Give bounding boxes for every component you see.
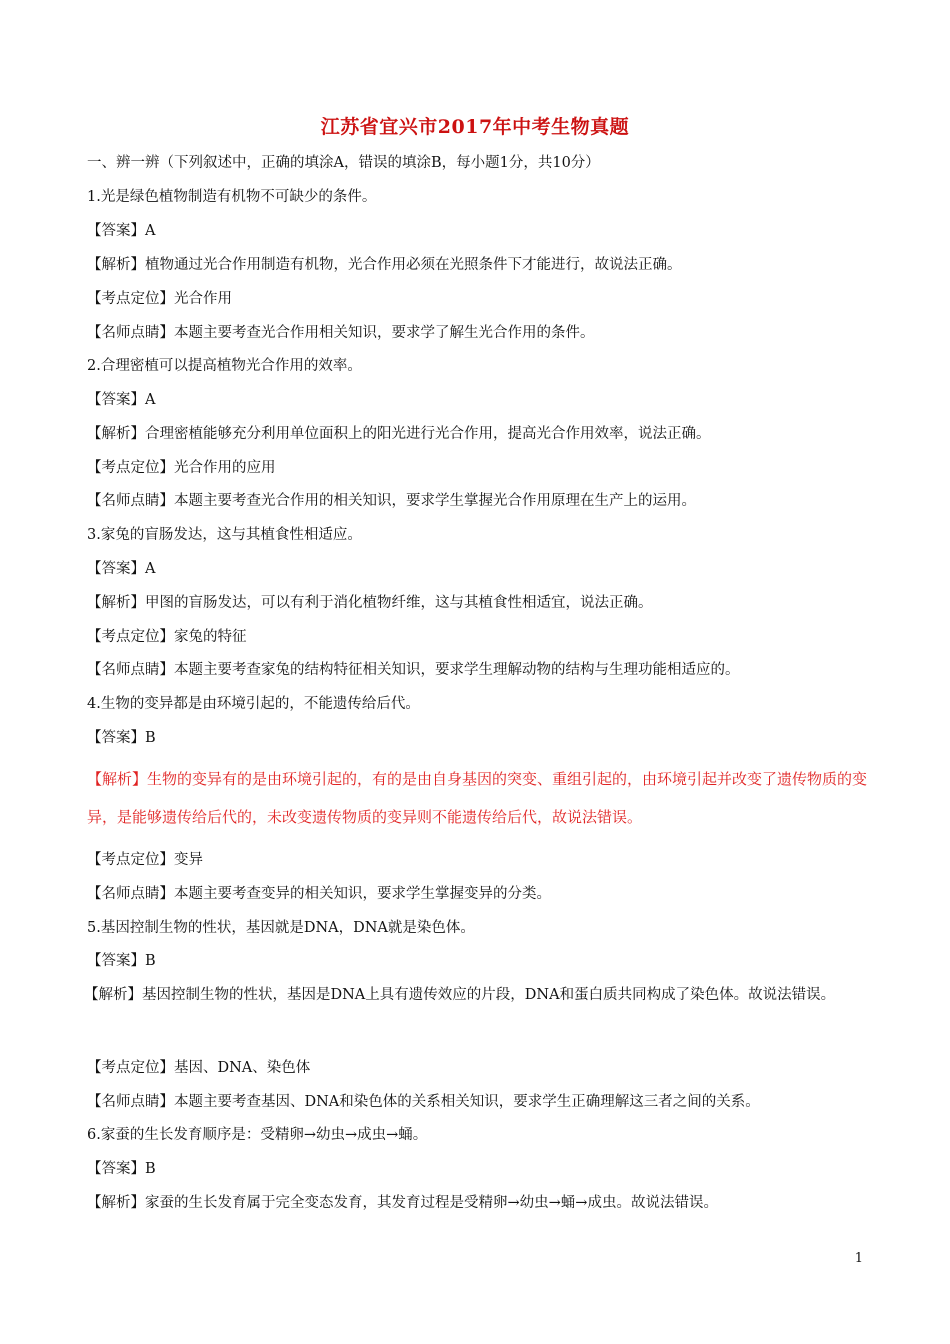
comment-3: 【名师点睛】本题主要考查家兔的结构特征相关知识，要求学生理解动物的结构与生理功能相适应的。 xyxy=(87,662,740,678)
point-5: 【考点定位】基因、DNA、染色体 xyxy=(87,1060,311,1076)
section-heading: 一、辨一辨（下列叙述中，正确的填涂A，错误的填涂B，每小题1分，共10分） xyxy=(87,155,600,171)
question-3: 3.家兔的盲肠发达，这与其植食性相适应。 xyxy=(87,527,362,543)
comment-5: 【名师点睛】本题主要考查基因、DNA和染色体的关系相关知识，要求学生正确理解这三者之间的关系。 xyxy=(87,1094,760,1110)
analysis-3: 【解析】甲图的盲肠发达，可以有利于消化植物纤维，这与其植食性相适宜，说法正确。 xyxy=(87,595,653,611)
answer-6: 【答案】B xyxy=(87,1161,156,1177)
question-5: 5.基因控制生物的性状，基因就是DNA，DNA就是染色体。 xyxy=(87,920,475,936)
analysis-4-highlighted: 【解析】生物的变异有的是由环境引起的，有的是由自身基因的突变、重组引起的，由环境引起并改变了遗传物质的变异，是能够遗传给后代的，未改变遗传物质的变异则不能遗传给后代，故说法错误。 xyxy=(87,770,868,826)
question-4: 4.生物的变异都是由环境引起的，不能遗传给后代。 xyxy=(87,696,420,712)
question-1: 1.光是绿色植物制造有机物不可缺少的条件。 xyxy=(87,189,377,205)
answer-5: 【答案】B xyxy=(87,953,156,969)
point-1: 【考点定位】光合作用 xyxy=(87,291,232,307)
document-title: 江苏省宜兴市2017年中考生物真题 xyxy=(320,116,630,138)
comment-1: 【名师点睛】本题主要考查光合作用相关知识，要求学了解生光合作用的条件。 xyxy=(87,325,595,341)
answer-3: 【答案】A xyxy=(87,561,156,577)
analysis-2: 【解析】合理密植能够充分利用单位面积上的阳光进行光合作用，提高光合作用效率，说法正确。 xyxy=(87,426,711,442)
answer-1: 【答案】A xyxy=(87,223,156,239)
answer-2: 【答案】A xyxy=(87,392,156,408)
point-4: 【考点定位】变异 xyxy=(87,852,203,868)
point-2: 【考点定位】光合作用的应用 xyxy=(87,460,276,476)
question-6: 6.家蚕的生长发育顺序是：受精卵→幼虫→成虫→蛹。 xyxy=(87,1127,428,1143)
analysis-6: 【解析】家蚕的生长发育属于完全变态发育，其发育过程是受精卵→幼虫→蛹→成虫。故说法错误。 xyxy=(87,1195,718,1211)
comment-4: 【名师点睛】本题主要考查变异的相关知识，要求学生掌握变异的分类。 xyxy=(87,886,551,902)
point-3: 【考点定位】家兔的特征 xyxy=(87,629,247,645)
answer-4: 【答案】B xyxy=(87,730,156,746)
analysis-1: 【解析】植物通过光合作用制造有机物，光合作用必须在光照条件下才能进行，故说法正确。 xyxy=(87,257,682,273)
page-number: 1 xyxy=(854,1251,863,1266)
analysis-5: 【解析】基因控制生物的性状，基因是DNA上具有遗传效应的片段，DNA和蛋白质共同构成了染色体。故说法错误。 xyxy=(84,987,836,1003)
question-2: 2.合理密植可以提高植物光合作用的效率。 xyxy=(87,358,362,374)
comment-2: 【名师点睛】本题主要考查光合作用的相关知识，要求学生掌握光合作用原理在生产上的运用。 xyxy=(87,493,696,509)
